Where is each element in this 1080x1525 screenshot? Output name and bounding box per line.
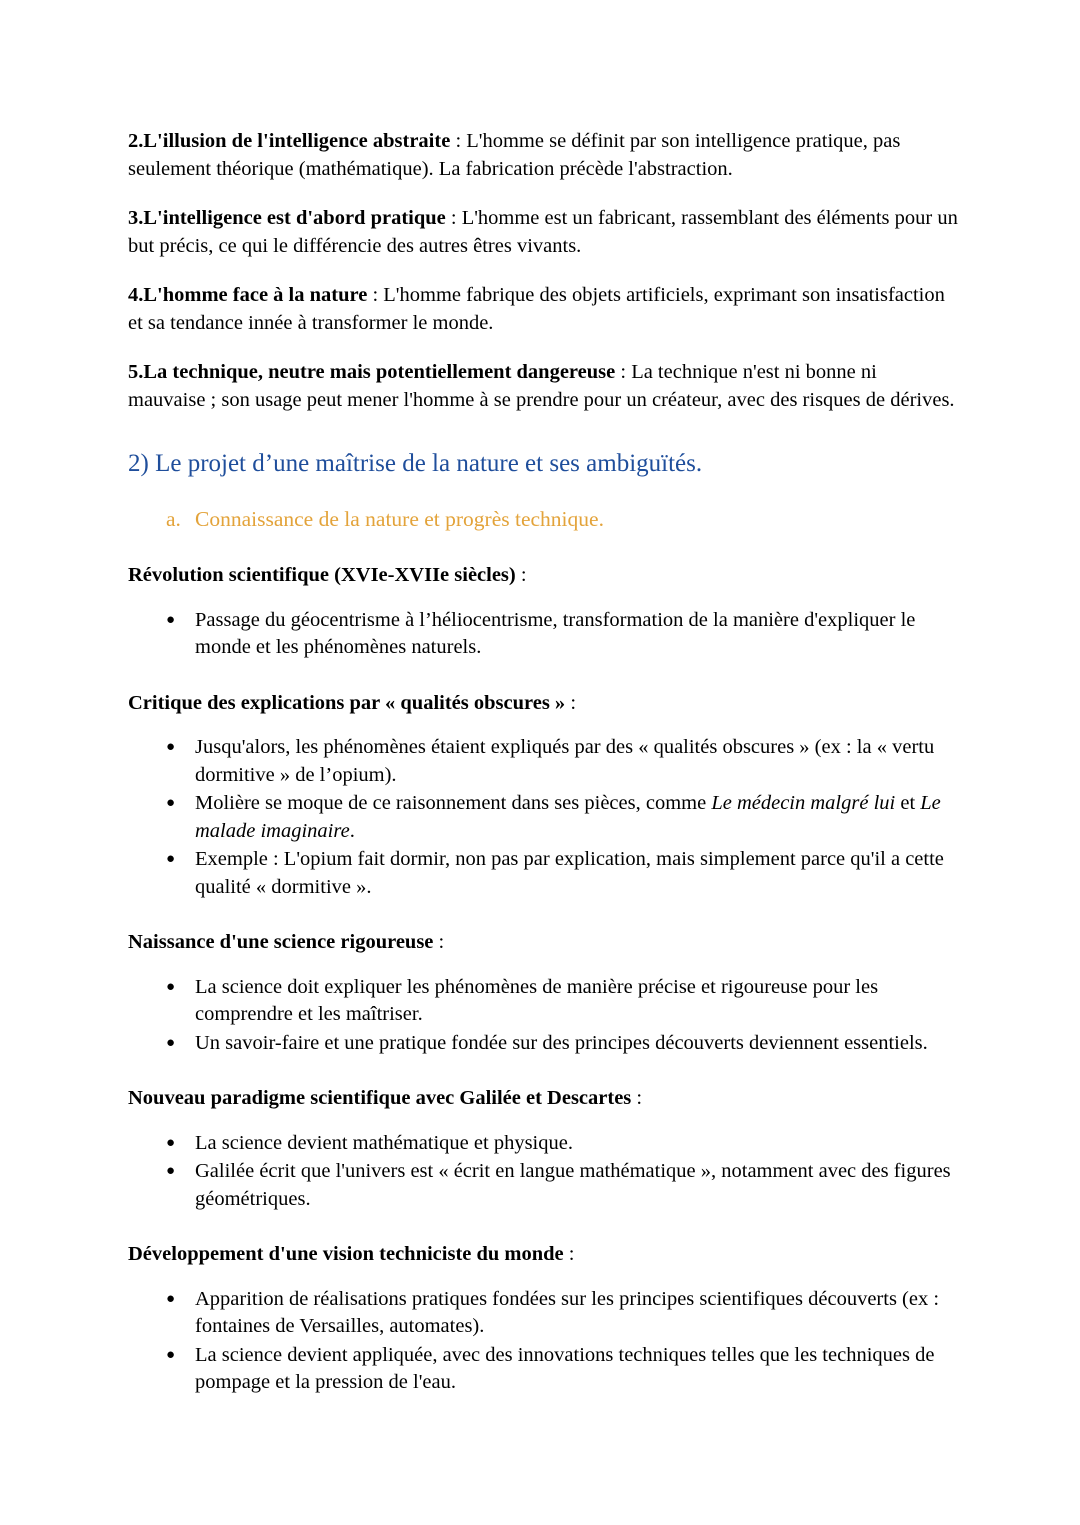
text-run: Un savoir-faire et une pratique fondée sur des principes découverts deviennent essentiels. <box>195 1031 928 1054</box>
text-run: Jusqu'alors, les phénomènes étaient expliqués par des « qualités obscures » (ex : la « vertu dormitive » de l’opium). <box>195 736 935 786</box>
numbered-paragraph <box>128 359 958 414</box>
bullet-icon: ● <box>166 739 176 755</box>
block-heading-colon: : <box>515 564 527 586</box>
subsection-marker: a. <box>166 507 181 531</box>
block-heading-text: Critique des explications par « qualités obscures » <box>128 691 566 714</box>
block-heading <box>128 1085 958 1113</box>
block-heading <box>128 1241 958 1269</box>
subsection-list <box>128 504 958 534</box>
text-run: Molière se moque de ce raisonnement dans ses pièces, comme <box>195 792 712 814</box>
bullet-icon: ● <box>166 1034 176 1051</box>
list-item <box>128 974 958 1029</box>
text-run: La science devient appliquée, avec des innovations techniques telles que les techniques de pompage et la pression de l'eau. <box>195 1343 935 1393</box>
block-heading-text: Nouveau paradigme scientifique avec Galilée et Descartes <box>128 1087 632 1109</box>
subsection-item <box>128 504 958 534</box>
bullet-icon: ● <box>166 611 176 628</box>
subsection-label: Connaissance de la nature et progrès technique. <box>195 507 604 531</box>
paragraph-separator: : <box>445 207 462 229</box>
paragraph-separator: : <box>450 130 467 152</box>
bullet-icon: ● <box>166 1163 176 1179</box>
text-run: La science doit expliquer les phénomènes de manière précise et rigoureuse pour les comprendre et les maîtriser. <box>195 975 879 1025</box>
list-item <box>128 1158 958 1213</box>
list-item-text <box>195 792 941 842</box>
block-heading-text: Naissance d'une science rigoureuse <box>128 931 434 953</box>
numbered-paragraph <box>128 128 958 183</box>
list-item <box>128 1030 958 1058</box>
list-item <box>128 846 958 901</box>
paragraph-lead: 3.L'intelligence est d'abord pratique <box>128 207 446 229</box>
list-item <box>128 1286 958 1341</box>
list-item <box>128 734 958 789</box>
bullet-icon: ● <box>166 1290 176 1307</box>
numbered-paragraph-list <box>128 128 958 414</box>
list-item-text <box>195 1160 951 1210</box>
block-heading-colon: : <box>631 1087 643 1109</box>
paragraph-body: L'homme se définit par son intelligence pratique, pas seulement théorique (mathématique). La fabrication précède l'abstraction. <box>128 130 901 180</box>
list-item-text <box>195 848 944 898</box>
list-item-text <box>195 1132 573 1154</box>
bullet-list <box>128 734 958 901</box>
list-item-text <box>195 736 934 786</box>
paragraph-lead: 4.L'homme face à la nature <box>128 284 368 306</box>
work-title: Le médecin malgré lui <box>711 792 896 814</box>
list-item <box>128 1342 958 1397</box>
bullet-icon: ● <box>166 851 176 867</box>
text-run: Galilée écrit que l'univers est « écrit en langue mathématique », notamment avec des figures géométriques. <box>195 1160 951 1210</box>
block-heading-text: Révolution scientifique (XVIe-XVIIe siècles) <box>128 564 516 586</box>
paragraph-separator: : <box>615 361 632 383</box>
bullet-list <box>128 974 958 1058</box>
list-item <box>128 1130 958 1158</box>
bullet-icon: ● <box>166 1346 176 1363</box>
text-run: et <box>895 792 921 814</box>
paragraph-lead: 5.La technique, neutre mais potentiellement dangereuse <box>128 361 616 383</box>
block-heading <box>128 562 958 590</box>
text-run: Apparition de réalisations pratiques fondées sur les principes scientifiques découverts (ex : fontaines de Versailles, automates). <box>195 1287 940 1337</box>
block-heading <box>128 929 958 957</box>
list-item <box>128 790 958 845</box>
list-item-text <box>195 1344 934 1394</box>
block-heading-colon: : <box>565 691 577 714</box>
block-heading-text: Développement d'une vision techniciste du monde <box>128 1243 564 1265</box>
paragraph-body: L'homme est un fabricant, rassemblant des éléments pour un but précis, ce qui le différencie des autres êtres vivants. <box>128 207 958 257</box>
text-run: La science devient mathématique et physique. <box>195 1131 573 1154</box>
bullet-icon: ● <box>166 795 176 811</box>
block-heading <box>128 690 958 718</box>
text-run: . <box>349 819 355 842</box>
list-item-text <box>195 1288 939 1338</box>
section-heading: 2) Le projet d’une maîtrise de la nature et ses ambiguïtés. <box>128 450 703 477</box>
block-heading-colon: : <box>563 1243 575 1265</box>
content-blocks <box>128 562 958 1397</box>
bullet-list <box>128 607 958 662</box>
list-item-text <box>195 1032 928 1054</box>
list-item-text <box>195 609 915 659</box>
list-item <box>128 607 958 662</box>
numbered-paragraph <box>128 282 958 337</box>
paragraph-body: L'homme fabrique des objets artificiels, exprimant son insatisfaction et sa tendance innée à transformer le monde. <box>128 284 945 334</box>
list-item-text <box>195 976 878 1026</box>
paragraph-separator: : <box>367 284 384 306</box>
bullet-list <box>128 1286 958 1397</box>
block-heading-colon: : <box>433 931 445 953</box>
bullet-icon: ● <box>166 1134 176 1151</box>
paragraph-lead: 2.L'illusion de l'intelligence abstraite <box>128 130 451 152</box>
bullet-list <box>128 1130 958 1214</box>
work-title: Le malade imaginaire <box>195 792 941 842</box>
bullet-icon: ● <box>166 978 176 995</box>
numbered-paragraph <box>128 205 958 260</box>
document-body <box>128 128 958 1397</box>
text-run: Exemple : L'opium fait dormir, non pas par explication, mais simplement parce qu'il a cette qualité « dormitive ». <box>195 848 944 898</box>
text-run: Passage du géocentrisme à l’héliocentrisme, transformation de la manière d'expliquer le monde et les phénomènes naturels. <box>195 608 916 658</box>
paragraph-body: La technique n'est ni bonne ni mauvaise ; son usage peut mener l'homme à se prendre pour un créateur, avec des risques de dérives. <box>128 361 955 411</box>
